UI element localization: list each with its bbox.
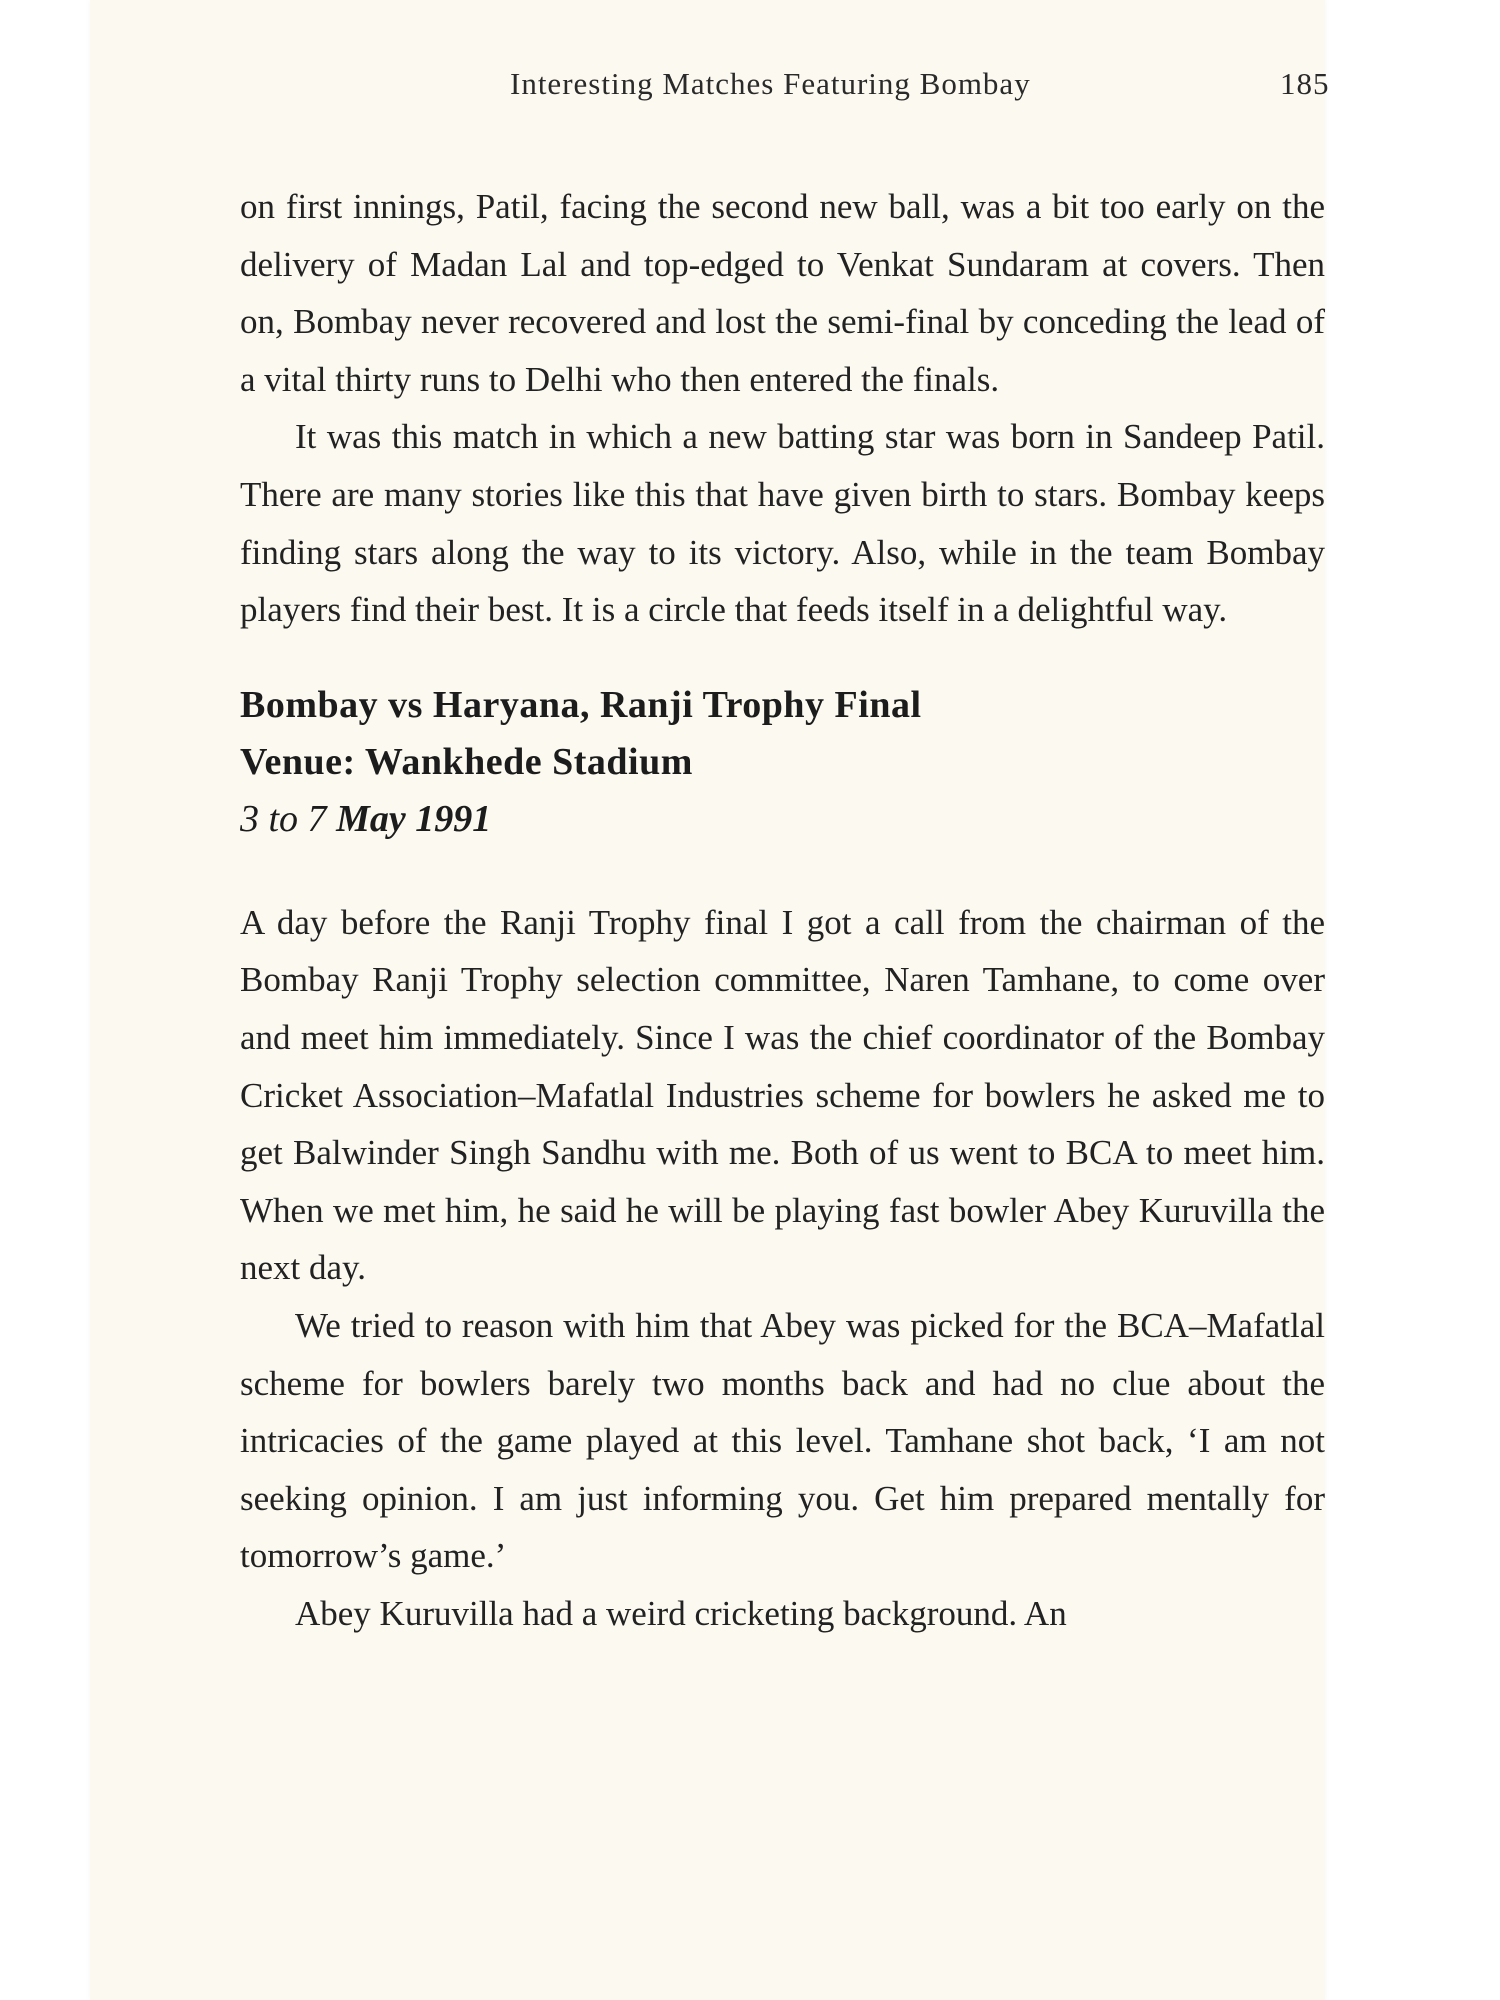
page-body <box>240 178 1325 1642</box>
running-title: Interesting Matches Featuring Bombay <box>510 66 1031 101</box>
page-number: 185 <box>1280 66 1330 101</box>
paragraph-continued: on first innings, Patil, facing the second new ball, was a bit too early on the delivery of Madan Lal and top-edged to Venkat Sundaram at covers. Then on, Bombay never recovered and lost the semi-final by conceding the lead of a vital thirty runs to Delhi who then entered the finals. <box>240 187 1325 399</box>
section-date <box>240 791 1325 848</box>
paragraph-tamhane-call: A day before the Ranji Trophy final I got a call from the chairman of the Bombay Ranji Trophy selection committee, Naren Tamhane, to come over and meet him immediately. Since I was the chief coordinator of the Bombay Cricket Association–Mafatlal Industries scheme for bowlers he asked me to get Balwinder Singh Sandhu with me. Both of us went to BCA to meet him. When we met him, he said he will be playing fast bowler Abey Kuruvilla the next day. <box>240 902 1325 1288</box>
section-date-range: 3 to 7 <box>240 797 337 840</box>
section-date-month-year: May 1991 <box>336 797 492 840</box>
section-heading-venue: Venue: Wankhede Stadium <box>240 740 693 783</box>
running-header <box>240 66 1330 116</box>
book-page <box>90 0 1330 2000</box>
paragraph-reasoning: We tried to reason with him that Abey was picked for the BCA–Mafatlal scheme for bowlers barely two months back and had no clue about the intricacies of the game played at this level. Tamhane shot back, ‘I am not seeking opinion. I am just informing you. Get him prepared mentally for tomorrow’s game.’ <box>240 1305 1325 1576</box>
paragraph-kuruvilla-background: Abey Kuruvilla had a weird cricketing background. An <box>295 1593 1067 1633</box>
paragraph-patil-star: It was this match in which a new batting star was born in Sandeep Patil. There are many stories like this that have given birth to stars. Bombay keeps finding stars along the way to its victory. Also, while in the team Bombay players find their best. It is a circle that feeds itself in a delightful way. <box>240 417 1325 630</box>
section-heading-match: Bombay vs Haryana, Ranji Trophy Final <box>240 683 922 726</box>
